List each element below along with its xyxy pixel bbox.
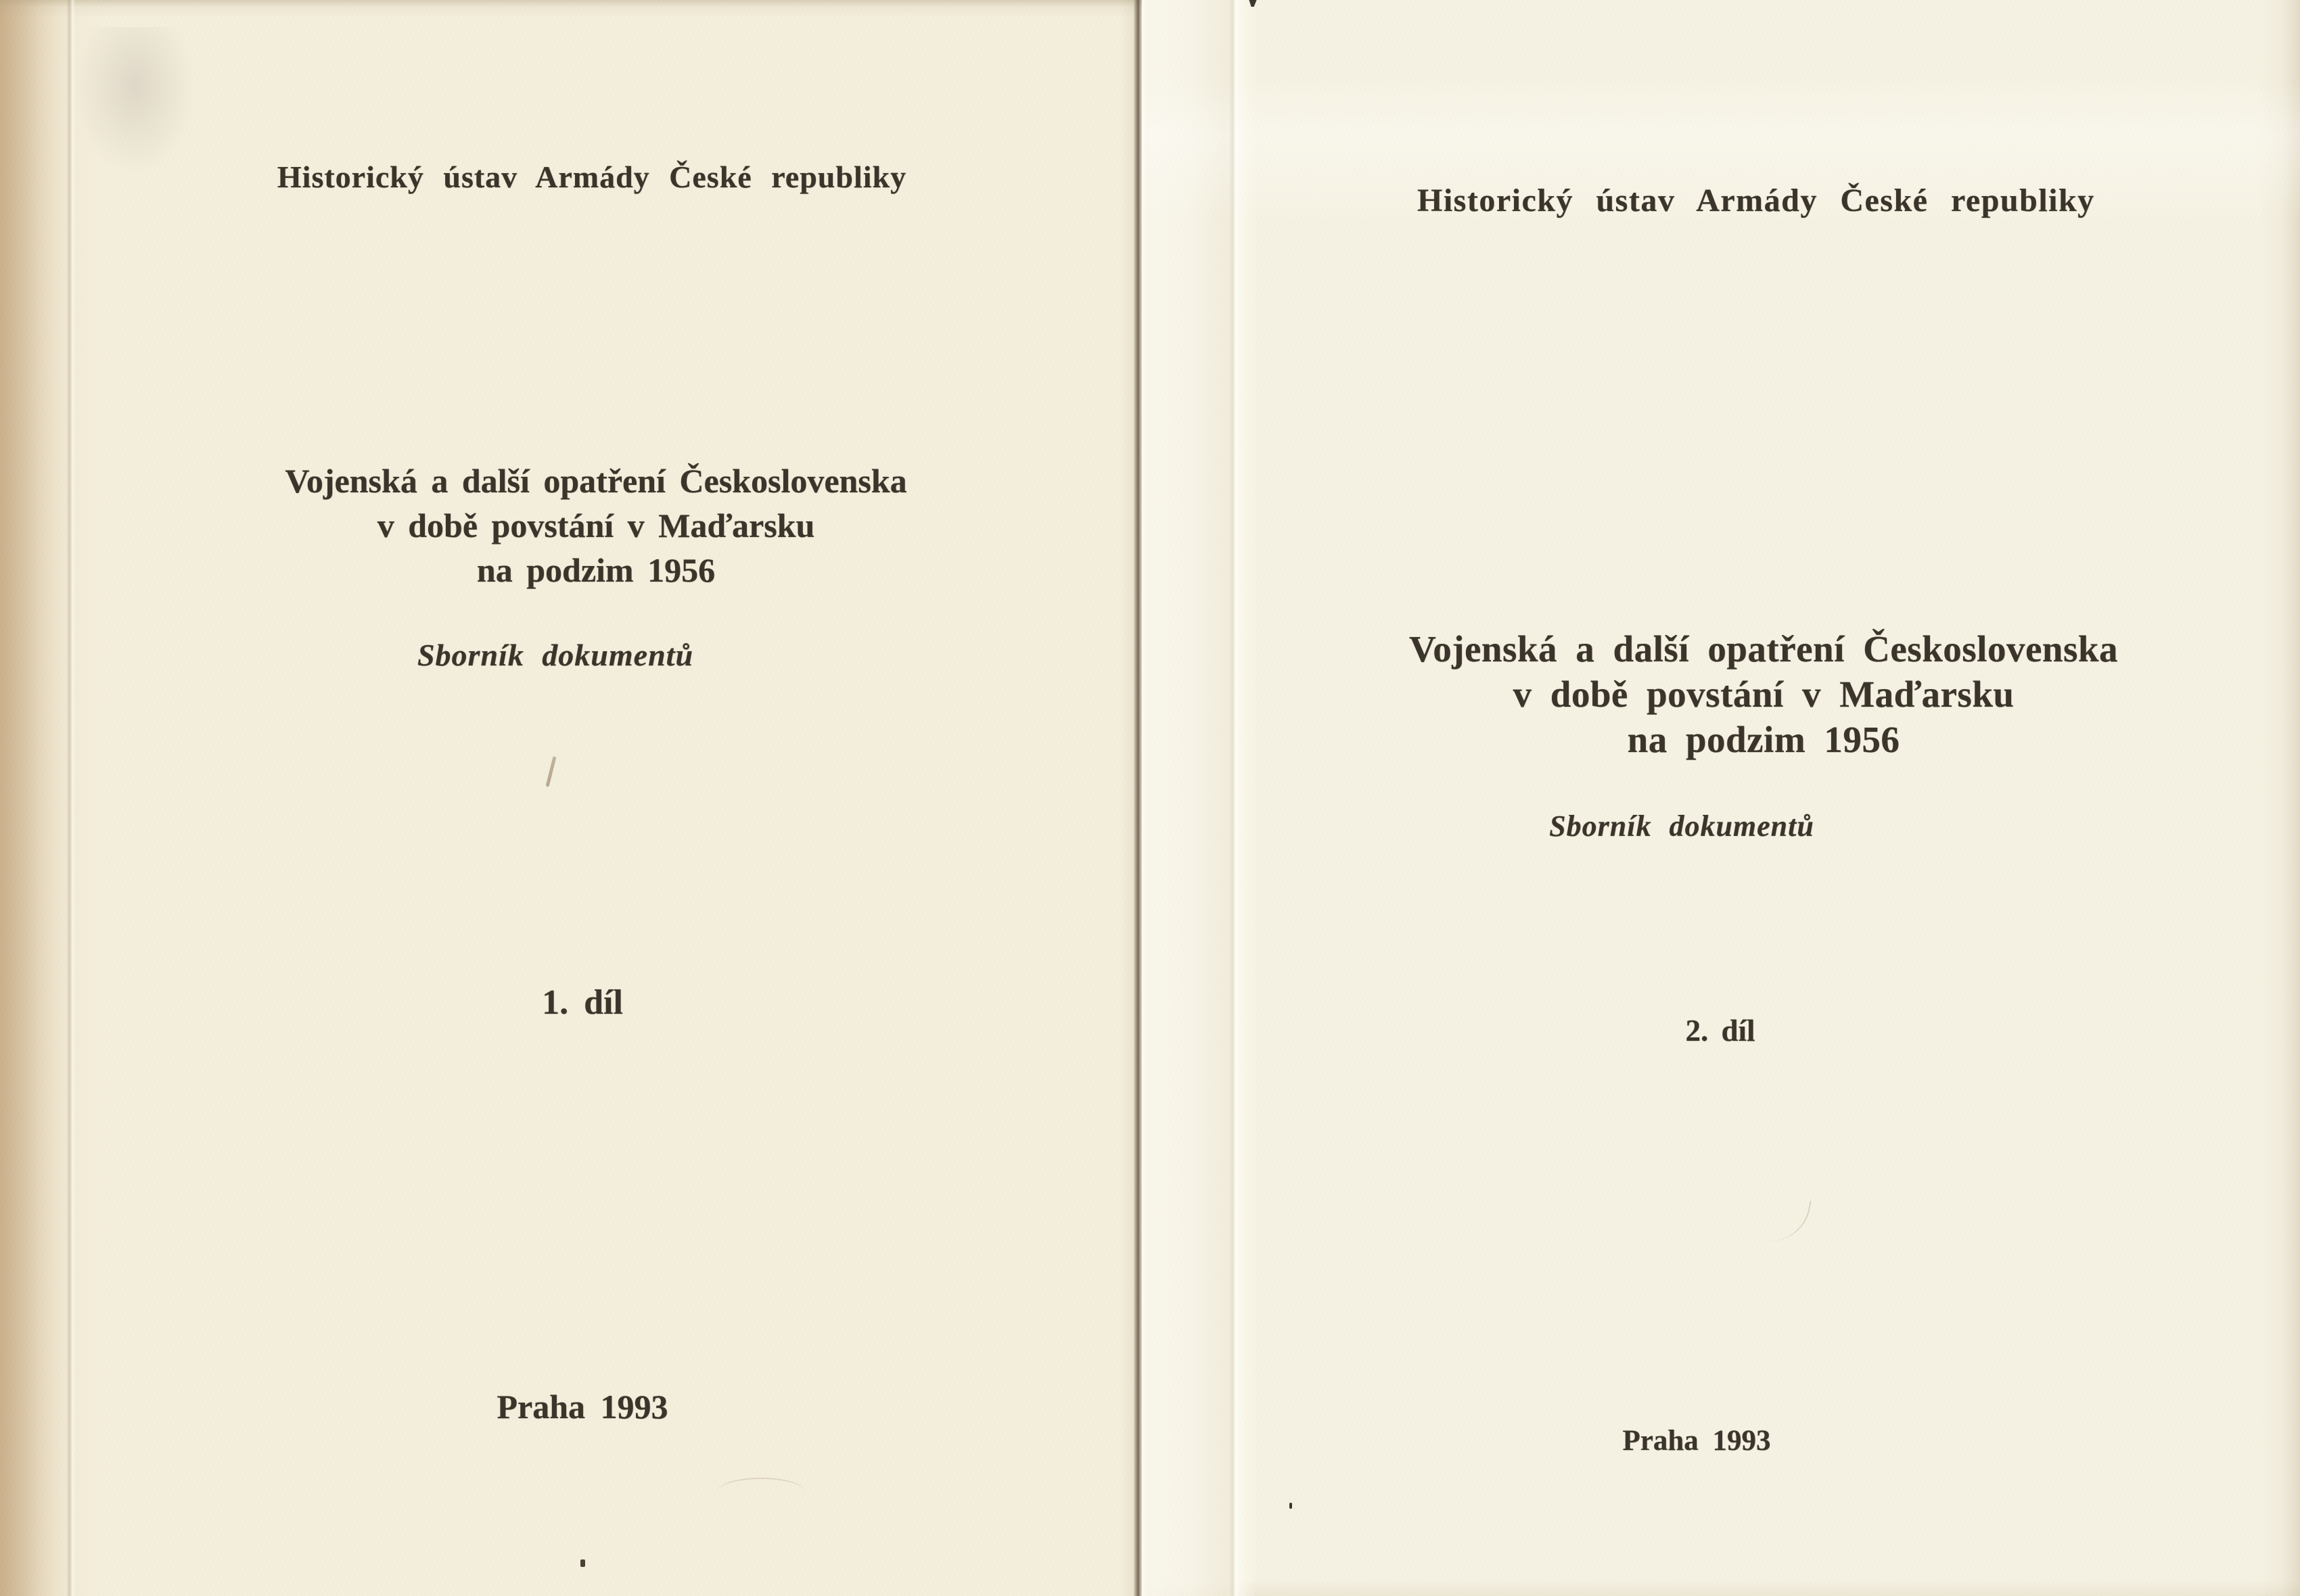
left-institution-heading: Historický ústav Armády České republiky [277,160,907,194]
left-title-line-3: na podzim 1956 [476,551,716,589]
left-page-fold-crease [66,0,76,1596]
left-volume-number: 1. díl [542,983,623,1022]
left-title-line-1: Vojenská a další opatření Československa [285,462,907,500]
right-subtitle: Sborník dokumentů [1549,809,1814,843]
right-volume-number: 2. díl [1685,1014,1755,1048]
right-title-line-2: v době povstání v Maďarsku [1513,674,2015,715]
right-institution-heading: Historický ústav Armády České republiky [1417,183,2095,218]
left-subtitle: Sborník dokumentů [417,638,694,672]
left-book-title [258,459,934,592]
gutter-page-edge-shadow [1134,0,1142,1596]
title-page-volume-2 [1142,0,2300,1596]
paper-scratch-left [717,1478,805,1506]
ink-speck [580,1559,585,1567]
title-page-volume-1 [0,0,1143,1596]
ink-dot [1289,1503,1292,1509]
left-imprint: Praha 1993 [497,1388,668,1426]
left-title-line-2: v době povstání v Maďarsku [377,507,815,544]
right-imprint: Praha 1993 [1622,1425,1771,1457]
right-title-line-3: na podzim 1956 [1627,719,1900,760]
top-left-smudge [74,27,196,176]
right-page-fold-crease [1228,0,1239,1596]
gutter-page-edge-highlight [1142,0,1150,1596]
right-book-title [1358,626,2169,762]
right-title-line-1: Vojenská a další opatření Československa [1409,628,2118,670]
